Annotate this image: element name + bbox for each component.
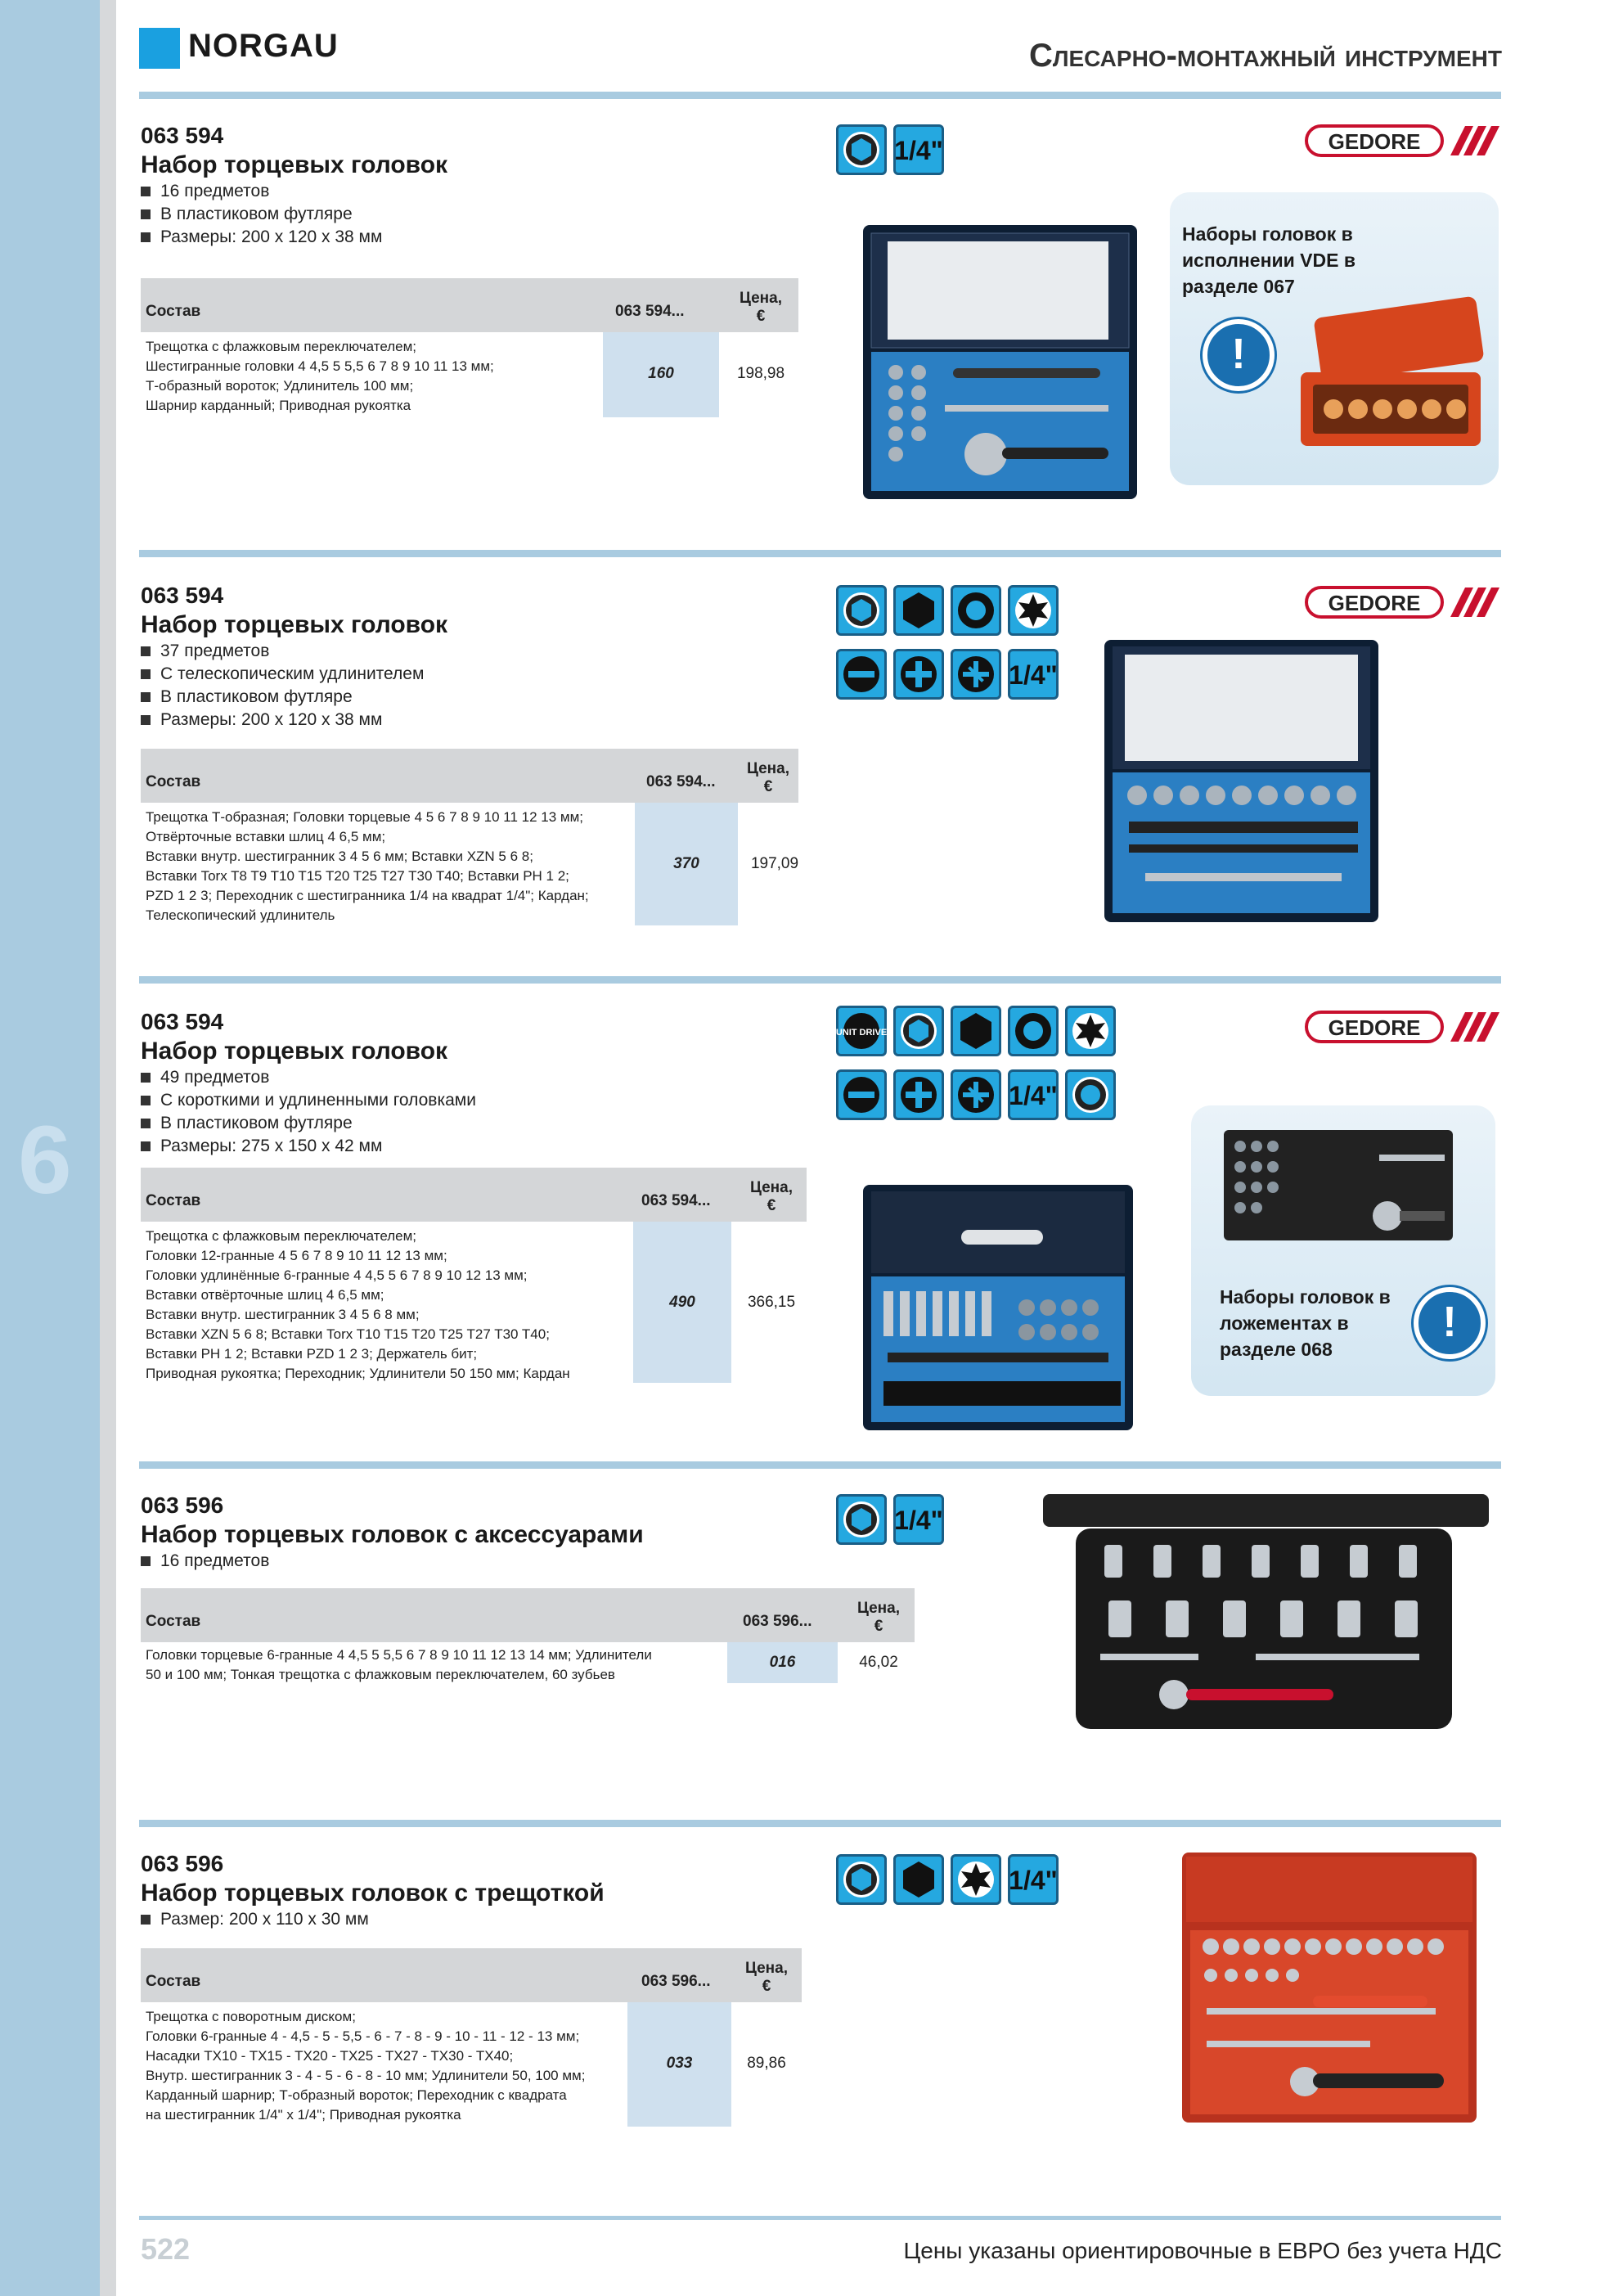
info-exclamation-icon: ! [1414,1287,1486,1359]
composition-line: Карданный шарнир; Т-образный вороток; Переходник с квадрата [146,2087,567,2103]
table-header [141,1948,802,2002]
table-header [141,1168,807,1222]
composition-line: Шарнир карданный; Приводная рукоятка [146,398,411,413]
col-article: 063 594... [615,303,685,320]
col-composition: Состав [146,1192,201,1209]
article-number: 016 [769,1654,796,1671]
spec-table [141,1168,807,1383]
col-composition: Состав [146,1973,201,1990]
feature-item: Размеры: 275 х 150 х 42 мм [141,1135,476,1158]
pozidriv-icon [951,649,1001,700]
table-header [141,1588,915,1642]
composition-line: Шестигранные головки 4 4,5 5 5,5 6 7 8 9 10 11 13 мм; [146,358,494,374]
spec-table [141,278,798,417]
xzn-icon [1008,1006,1059,1056]
quarter-inch-icon [1008,1069,1059,1120]
composition-line: Телескопический удлинитель [146,907,335,923]
unit-drive-label: UNIT DRIVE [835,1028,888,1038]
quarter-inch-label: 1/4" [894,1506,943,1535]
feature-item: В пластиковом футляре [141,1112,476,1135]
col-price: Цена, € [740,290,782,325]
inlay-tray-photo [1224,1130,1453,1240]
phillips-icon [893,1069,944,1120]
feature-item: 49 предметов [141,1066,476,1089]
torx-icon [1065,1006,1116,1056]
info-text: Наборы головок в ложементах в разделе 068 [1220,1286,1391,1360]
quarter-inch-label: 1/4" [1009,1081,1058,1110]
composition-line: Головки 6-гранные 4 - 4,5 - 5 - 5,5 - 6 - 7 - 8 - 9 - 10 - 11 - 12 - 13 мм; [146,2028,580,2044]
hex-socket-icon [836,124,887,175]
col-composition: Состав [146,773,201,790]
product-features [141,1550,269,1573]
col-article: 063 596... [641,1973,711,1990]
feature-item: С короткими и удлиненными головками [141,1089,476,1112]
composition-text [146,337,494,416]
quarter-inch-label: 1/4" [1009,660,1058,690]
composition-line: Головки 12-гранные 4 5 6 7 8 9 10 11 12 13 мм; [146,1248,447,1263]
product-features [141,180,382,249]
gedore-wordmark: GEDORE [1328,591,1421,615]
composition-line: Трещотка с флажковым переключателем; [146,339,417,354]
feature-item: Размеры: 200 х 120 х 38 мм [141,709,424,732]
article-cell [627,2002,731,2127]
feature-item: 16 предметов [141,1550,269,1573]
col-price: Цена, € [750,1179,793,1214]
composition-line: на шестигранник 1/4" х 1/4"; Приводная рукоятка [146,2107,461,2123]
gedore-logo [1305,1009,1501,1045]
section-rule [139,550,1501,557]
article-number: 370 [673,855,699,872]
gedore-logo [1305,584,1501,620]
spec-table [141,749,798,925]
feature-item: С телескопическим удлинителем [141,663,424,686]
table-header [141,749,798,803]
product-code: 063 596 [141,1492,224,1518]
quarter-inch-icon [1008,1854,1059,1905]
composition-line: Приводная рукоятка; Переходник; Удлинители 50 150 мм; Кардан [146,1366,570,1381]
footer-note: Цены указаны ориентировочные в ЕВРО без учета НДС [903,2238,1502,2263]
brand-logo: NORGAU [188,28,339,64]
torx-icon [951,1854,1001,1905]
slot-icon [836,649,887,700]
composition-line: Вставки Torx T8 T9 T10 T15 T20 T25 T27 T30 T40; Вставки PH 1 2; [146,868,569,884]
footer-rule [139,2216,1501,2220]
info-exclamation-icon: ! [1203,319,1275,391]
col-composition: Состав [146,303,201,320]
gedore-wordmark: GEDORE [1328,1015,1421,1040]
info-text: Наборы головок в исполнении VDE в разделе 067 [1182,223,1355,297]
composition-text [146,808,589,925]
composition-line: Трещотка с флажковым переключателем; [146,1228,417,1244]
col-article: 063 594... [646,773,716,790]
composition-line: Т-образный вороток; Удлинитель 100 мм; [146,378,414,394]
product-name: Набор торцевых головок [141,611,448,638]
product-photo [1104,640,1378,922]
page-number: 522 [141,2232,191,2266]
composition-line: Головки торцевые 6-гранные 4 4,5 5 5,5 6 7 8 9 10 11 12 13 14 мм; Удлинители [146,1647,652,1663]
product-name: Набор торцевых головок [141,1038,448,1065]
side-gutter [100,0,116,2296]
product-code: 063 594 [141,123,224,148]
composition-line: Внутр. шестигранник 3 - 4 - 5 - 6 - 8 - 10 мм; Удлинители 50, 100 мм; [146,2068,586,2083]
article-number: 033 [666,2055,693,2072]
composition-line: Вставки XZN 5 6 8; Вставки Torx T10 T15 T20 T25 T27 T30 T40; [146,1326,550,1342]
feature-item: Размеры: 200 х 120 х 38 мм [141,226,382,249]
slot-icon [836,1069,887,1120]
gedore-wordmark: GEDORE [1328,129,1421,154]
product-code: 063 594 [141,583,224,608]
col-price: Цена, € [747,760,789,795]
article-cell [603,332,719,417]
norgau-logo-square [139,28,180,69]
feature-item: В пластиковом футляре [141,203,382,226]
section-rule [139,1461,1501,1469]
col-article: 063 596... [743,1613,812,1630]
unit-drive-icon [836,1006,887,1056]
product-code: 063 594 [141,1009,224,1034]
composition-line: 50 и 100 мм; Тонкая трещотка с флажковым переключателем, 60 зубьев [146,1667,615,1682]
article-cell [727,1642,838,1683]
col-price: Цена, € [745,1960,788,1995]
feature-item: Размер: 200 х 110 х 30 мм [141,1908,369,1931]
composition-line: Трещотка Т-образная; Головки торцевые 4 5 6 7 8 9 10 11 12 13 мм; [146,809,584,825]
pozidriv-icon [951,1069,1001,1120]
vde-case-photo [1293,290,1489,470]
feature-item: В пластиковом футляре [141,686,424,709]
quarter-inch-label: 1/4" [894,136,943,165]
hex-bit-icon [893,1854,944,1905]
article-cell [635,803,738,925]
hex-socket-icon [836,1494,887,1545]
spec-table [141,1588,915,1686]
spec-table [141,1948,802,2127]
quarter-inch-label: 1/4" [1009,1866,1058,1895]
composition-line: Вставки внутр. шестигранник 3 4 5 6 мм; Вставки XZN 5 6 8; [146,849,533,864]
table-header [141,278,798,332]
feature-item: 16 предметов [141,180,382,203]
price: 46,02 [859,1654,898,1671]
product-code: 063 596 [141,1851,224,1876]
composition-text [146,1645,652,1685]
composition-text [146,2007,585,2125]
article-number: 160 [648,365,674,382]
torx-icon [1008,585,1059,636]
hex-bit-icon [951,1006,1001,1056]
col-price: Цена, € [857,1600,900,1635]
price: 198,98 [736,365,785,382]
quarter-inch-icon [893,1494,944,1545]
col-composition: Состав [146,1613,201,1630]
product-features [141,1908,369,1931]
composition-line: Насадки TX10 - TX15 - TX20 - TX25 - TX27 - TX30 - TX40; [146,2048,514,2064]
product-features [141,1066,476,1158]
section-rule [139,976,1501,984]
composition-line: Вставки отвёрточные шлиц 4 6,5 мм; [146,1287,384,1303]
col-article: 063 594... [641,1192,711,1209]
gedore-logo [1305,123,1501,159]
product-photo [863,1185,1133,1430]
info-box-vde [1170,192,1499,485]
hex-socket-icon [836,585,887,636]
product-photo [1182,1853,1477,2123]
hex-socket-icon [836,1854,887,1905]
article-number: 490 [669,1294,695,1311]
composition-text [146,1227,570,1384]
product-name: Набор торцевых головок [141,151,448,178]
product-photo [863,225,1137,499]
product-name: Набор торцевых головок с аксессуарами [141,1521,644,1548]
quarter-inch-icon [893,124,944,175]
hex-bit-icon [893,585,944,636]
composition-line: PZD 1 2 3; Переходник с шестигранника 1/4 на квадрат 1/4"; Кардан; [146,888,589,903]
product-features [141,640,424,732]
composition-line: Отвёрточные вставки шлиц 4 6,5 мм; [146,829,386,844]
phillips-icon [893,649,944,700]
article-cell [633,1222,731,1383]
composition-line: Трещотка с поворотным диском; [146,2009,356,2024]
info-box-inlays [1191,1105,1495,1396]
xzn-icon [951,585,1001,636]
product-name: Набор торцевых головок с трещоткой [141,1880,605,1907]
price: 366,15 [747,1294,796,1311]
feature-item: 37 предметов [141,640,424,663]
hex-socket-icon [893,1006,944,1056]
section-rule [139,1820,1501,1827]
composition-line: Вставки внутр. шестигранник 3 4 5 6 8 мм; [146,1307,420,1322]
price: 197,09 [750,855,799,872]
quarter-inch-icon [1008,649,1059,700]
product-photo [1043,1494,1489,1731]
section-tab-number: 6 [18,1106,72,1214]
composition-line: Вставки PH 1 2; Вставки PZD 1 2 3; Держатель бит; [146,1346,478,1362]
composition-line: Головки удлинённые 6-гранные 4 4,5 5 6 7 8 9 10 12 13 мм; [146,1267,528,1283]
header-rule [139,92,1501,99]
price: 89,86 [747,2055,786,2072]
page-title: Слесарно-монтажный инструмент [1028,38,1502,74]
twelve-point-icon [1065,1069,1116,1120]
